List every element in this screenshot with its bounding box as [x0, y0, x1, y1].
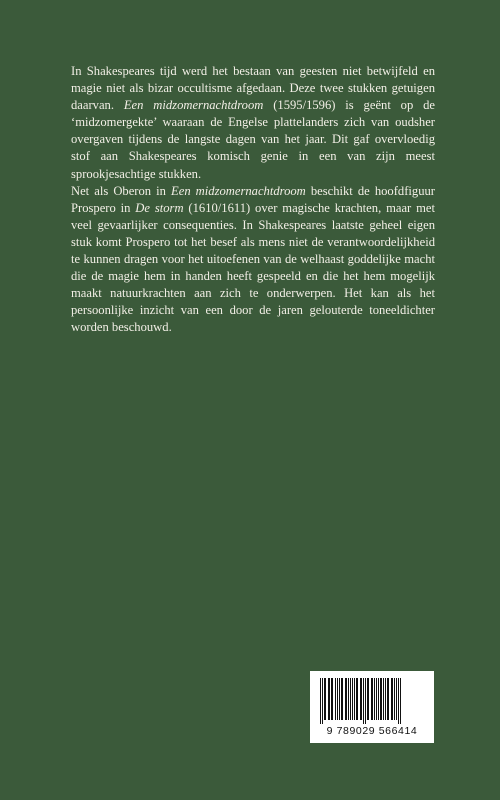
title-italic: Een midzomernachtdroom [171, 183, 306, 198]
barcode-bar [324, 678, 326, 720]
barcode-bar [380, 678, 382, 720]
barcode-bar [331, 678, 333, 720]
barcode [310, 671, 434, 743]
barcode-bar [352, 678, 353, 720]
barcode-bar [335, 678, 336, 720]
barcode-bar [320, 678, 321, 724]
back-cover-text [71, 63, 435, 337]
barcode-bar [391, 678, 393, 720]
barcode-bar [365, 678, 366, 724]
barcode-bar [328, 678, 330, 720]
barcode-bar [374, 678, 375, 720]
text-run: (1610/1611) over magische krachten, maar met veel gevaarlijker consequenties. In Shakespeares laatste geheel eigen stuk komt Prospero tot het besef als mens niet de verantwoordelijkheid te kunnen dragen voor het uitoefenen van de welhaast goddelijke macht die de magie hem in handen heeft gespeeld en die het hem mogelijk maakt natuurkrachten aan zich te onderwerpen. Het kan als het persoonlijke inzicht van een door de jaren gelouterde toneeldichter worden beschouwd. [71, 200, 435, 335]
title-italic: De storm [135, 200, 184, 215]
paragraph-1 [71, 63, 435, 183]
barcode-bar [322, 678, 323, 724]
barcode-bar [350, 678, 351, 720]
barcode-bar [376, 678, 377, 720]
barcode-bar [371, 678, 373, 720]
barcode-bar [341, 678, 343, 720]
title-italic: Een midzomernachtdroom [123, 98, 264, 113]
barcode-bar [396, 678, 397, 720]
barcode-bar [398, 678, 399, 724]
paragraph-2 [71, 183, 435, 337]
barcode-bar [354, 678, 355, 720]
barcode-bar [363, 678, 364, 724]
barcode-bars [320, 678, 424, 724]
text-run: beschikt de hoofdfiguur Prospero in [71, 183, 435, 215]
barcode-bar [348, 678, 349, 720]
barcode-bar [339, 678, 340, 720]
barcode-bar [400, 678, 401, 724]
text-run: (1595/1596) is geënt op de ‘midzomergekte’ waaraan de Engelse plattelanders zich van oudsher overgaven tijdens de langste dagen van het jaar. Dit gaf overvloedig stof aan Shakespeares komisch genie in een van zijn meest sprookjesachtige stukken. [71, 98, 435, 181]
barcode-bar [337, 678, 338, 720]
text-run: In Shakespeares tijd werd het bestaan van geesten niet betwijfeld en magie niet als bizar occultisme afgedaan. Deze twee stukken getuigen daarvan. [71, 64, 435, 113]
barcode-bar [387, 678, 389, 720]
barcode-bar [378, 678, 379, 720]
barcode-bar [345, 678, 347, 720]
barcode-bar [385, 678, 386, 720]
barcode-bar [367, 678, 369, 720]
barcode-bar [356, 678, 358, 720]
barcode-bar [360, 678, 362, 720]
barcode-bar [383, 678, 384, 720]
barcode-bar [394, 678, 395, 720]
text-run: Net als Oberon in [71, 183, 172, 198]
isbn-number: 9 789029 566414 [326, 725, 418, 737]
